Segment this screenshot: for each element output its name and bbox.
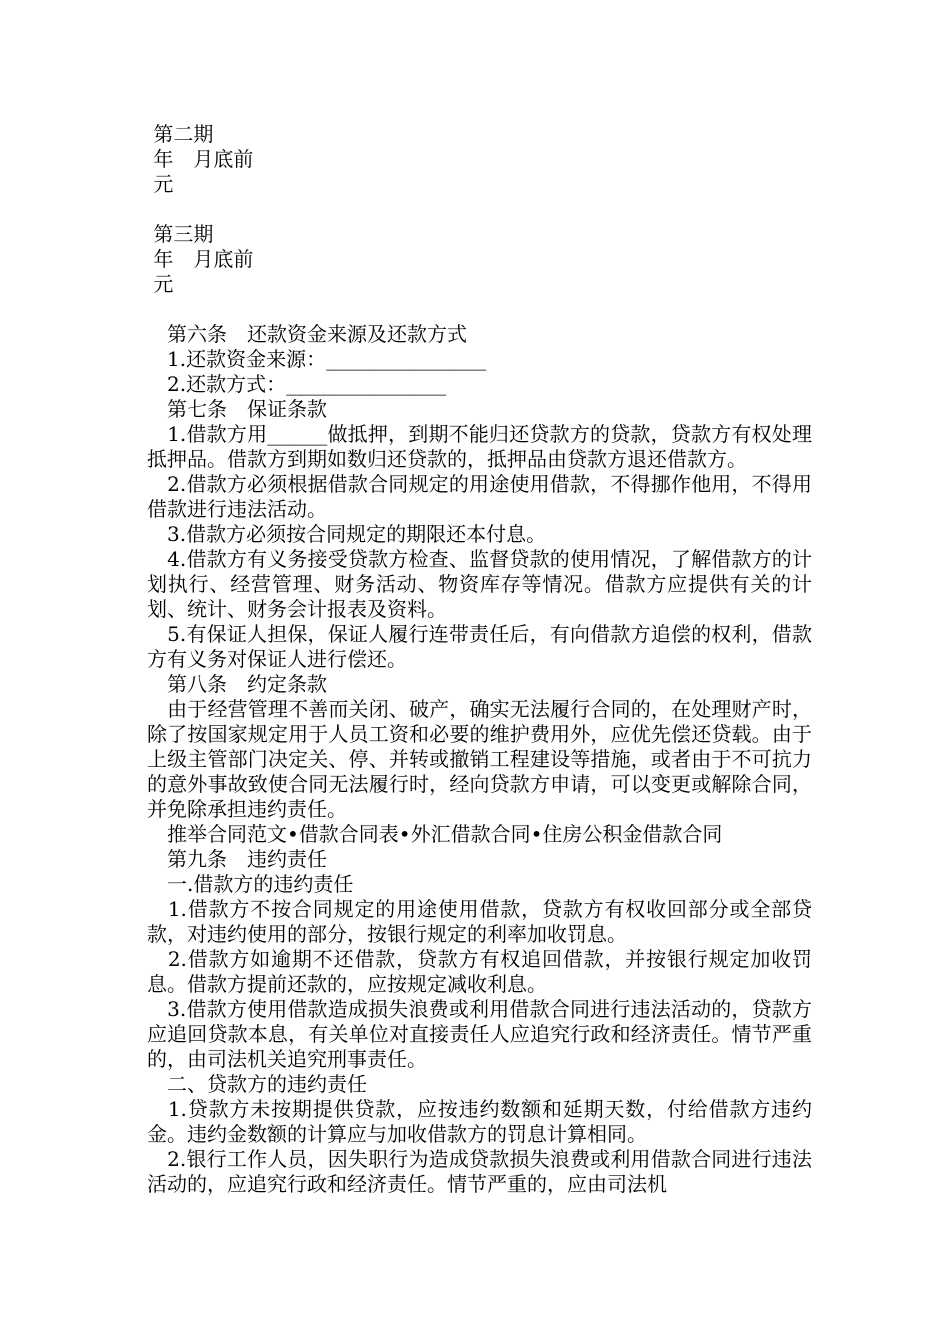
article-9-heading: 第九条 违约责任 [147, 847, 327, 871]
spacer [147, 197, 812, 222]
article-7-clause-4: 4.借款方有义务接受贷款方检查、监督贷款的使用情况，了解借款方的计划执行、经营管理、财务活动、物资库存等情况。借款方应提供有关的计划、统计、财务会计报表及资料。 [147, 547, 812, 621]
article-9-clause-4: 1.贷款方未按期提供贷款，应按违约数额和延期天数，付给借款方违约金。违约金数额的计算应与加收借款方的罚息计算相同。 [147, 1097, 812, 1146]
period-2-amount: 元 [147, 172, 174, 196]
period-2-date: 年 月底前 [147, 147, 254, 171]
article-9-subheading-2: 二、贷款方的违约责任 [147, 1072, 367, 1096]
period-3-amount: 元 [147, 272, 174, 296]
article-9-clause-1: 1.借款方不按合同规定的用途使用借款，贷款方有权收回部分或全部贷款，对违约使用的部分，按银行规定的利率加收罚息。 [147, 897, 812, 946]
article-9-clause-5: 2.银行工作人员，因失职行为造成贷款损失浪费或利用借款合同进行违法活动的，应追究行政和经济责任。情节严重的，应由司法机 [147, 1147, 812, 1196]
document-page [147, 122, 812, 1197]
article-6-heading: 第六条 还款资金来源及还款方式 [147, 322, 467, 346]
article-7-clause-3: 3.借款方必须按合同规定的期限还本付息。 [147, 522, 547, 546]
period-3-date: 年 月底前 [147, 247, 254, 271]
article-8-heading: 第八条 约定条款 [147, 672, 327, 696]
article-7-clause-2: 2.借款方必须根据借款合同规定的用途使用借款，不得挪作他用，不得用借款进行违法活动。 [147, 472, 812, 521]
recommended-contracts: 推举合同范文•借款合同表•外汇借款合同•住房公积金借款合同 [147, 822, 723, 846]
article-9-subheading-1: 一.借款方的违约责任 [147, 872, 354, 896]
article-9-clause-3: 3.借款方使用借款造成损失浪费或利用借款合同进行违法活动的，贷款方应追回贷款本息，有关单位对直接责任人应追究行政和经济责任。情节严重的，由司法机关追究刑事责任。 [147, 997, 812, 1071]
article-7-heading: 第七条 保证条款 [147, 397, 327, 421]
article-7-clause-1: 1.借款方用______做抵押，到期不能归还贷款方的贷款，贷款方有权处理抵押品。借款方到期如数归还贷款的，抵押品由贷款方退还借款方。 [147, 422, 812, 471]
period-2-title: 第二期 [147, 122, 214, 146]
period-3-title: 第三期 [147, 222, 214, 246]
article-9-clause-2: 2.借款方如逾期不还借款，贷款方有权追回借款，并按银行规定加收罚息。借款方提前还款的，应按规定减收利息。 [147, 947, 812, 996]
article-7-clause-5: 5.有保证人担保，保证人履行连带责任后，有向借款方追偿的权利，借款方有义务对保证人进行偿还。 [147, 622, 812, 671]
article-6-item-2: 2.还款方式：________________ [147, 372, 447, 396]
spacer [147, 297, 812, 322]
article-8-paragraph: 由于经营管理不善而关闭、破产，确实无法履行合同的，在处理财产时，除了按国家规定用于人员工资和必要的维护费用外，应优先偿还贷载。由于上级主管部门决定关、停、并转或撤销工程建设等措施，或者由于不可抗力的意外事故致使合同无法履行时，经向贷款方申请，可以变更或解除合同，并免除承担违约责任。 [147, 697, 812, 821]
article-6-item-1: 1.还款资金来源：________________ [147, 347, 487, 371]
